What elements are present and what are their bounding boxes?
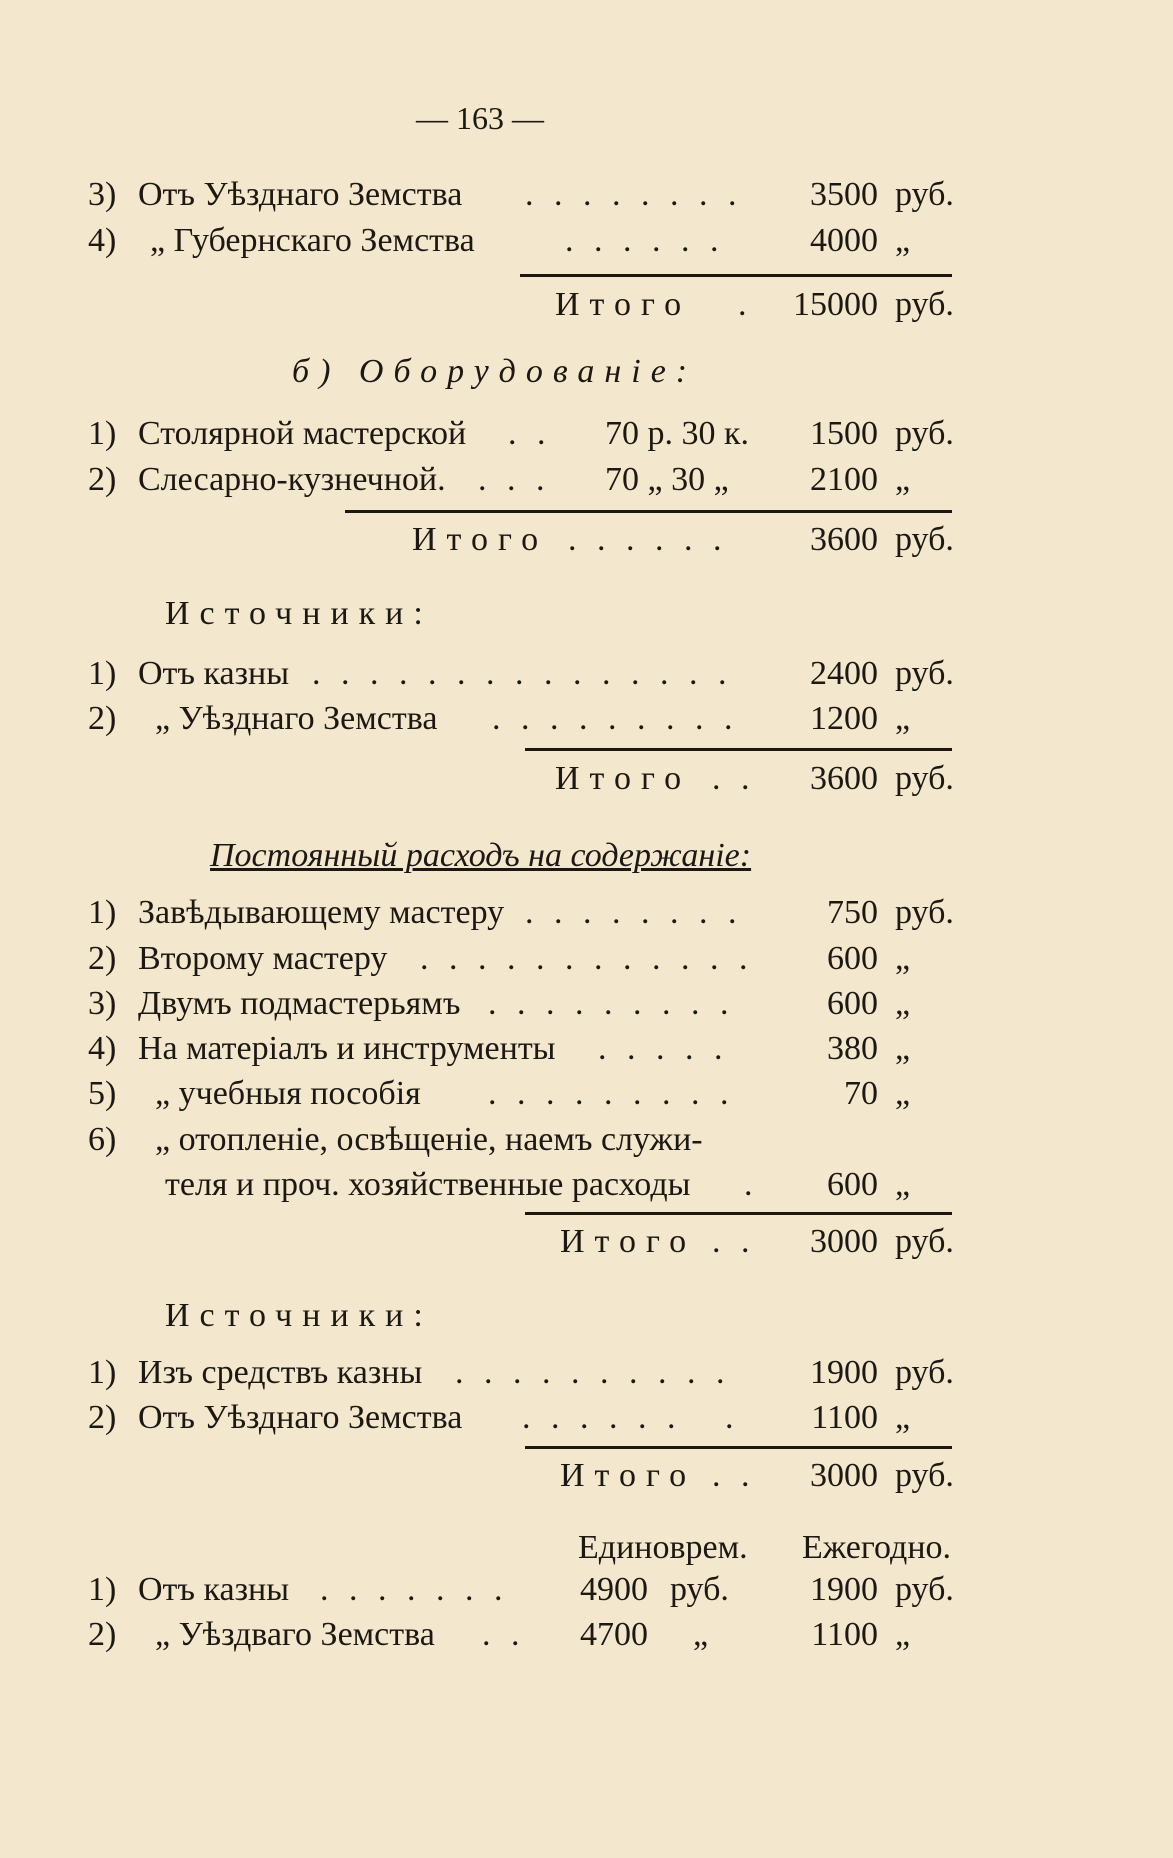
item-amount: 2100 [810,461,878,498]
item-number: 5) [88,1075,117,1112]
item-label: Отъ казны [138,655,290,692]
list-item [0,652,1173,696]
amount-annual: 1100 [811,1616,878,1653]
total-label: Итого [555,760,692,797]
list-item [0,937,1173,981]
item-unit: руб. [895,176,954,213]
table-header [0,1526,1173,1570]
section-heading: Постоянный расходъ на содержаніе: [210,837,752,874]
list-item [0,219,1173,263]
amount-one-time: 4900 [580,1571,648,1608]
item-label: Завѣдывающему мастеру [138,894,505,931]
item-unit: руб. [895,415,954,452]
item-amount: 1100 [811,1399,878,1436]
item-amount: 600 [827,1166,878,1203]
section-heading: Источники: [165,1297,433,1334]
list-item [0,173,1173,217]
leader-dots: . . . . . . . . . . . . . . . [312,655,733,692]
unit-annual: „ [895,1616,911,1653]
item-amount: 1200 [810,700,878,737]
table-row [0,1568,1173,1612]
item-label: теля и проч. хозяйственные расходы [165,1166,691,1203]
item-amount: 1500 [810,415,878,452]
amount-one-time: 4700 [580,1616,648,1653]
item-label: Двумъ подмастерьямъ [138,985,461,1022]
item-unit: руб. [895,894,954,931]
column-header-annual: Ежегодно. [802,1529,952,1566]
item-number: 2) [88,1399,117,1436]
item-unit: „ [895,1166,911,1203]
leader-dots: . [738,286,747,323]
total-row [0,1220,1173,1264]
item-rate: 70 „ 30 „ [605,461,729,498]
item-label: „ отопленіе, освѣщеніе, наемъ служи- [155,1121,703,1158]
leader-dots: . . [508,415,552,452]
unit-annual: руб. [895,1571,954,1608]
section-heading: Источники: [165,595,433,632]
table-row [0,1613,1173,1657]
item-amount: 2400 [810,655,878,692]
leader-dots: . . . . . . . . . [488,985,735,1022]
total-unit: руб. [895,1223,954,1260]
item-unit: „ [895,1075,911,1112]
item-amount: 380 [827,1030,878,1067]
total-label: Итого [412,521,549,558]
item-number: 2) [88,461,117,498]
list-item-continuation [0,1163,1173,1207]
list-item [0,1118,1173,1162]
total-row [0,283,1173,327]
total-label: Итого [560,1223,697,1260]
item-number: 4) [88,1030,117,1067]
item-amount: 1900 [810,1354,878,1391]
unit-one-time: „ [693,1616,709,1653]
total-rule [525,748,952,751]
item-label: Отъ казны [138,1571,290,1608]
leader-dots: . [744,1166,753,1203]
leader-dots: . . [712,760,756,797]
item-label: „ Уѣзднаго Земства [155,700,438,737]
item-unit: „ [895,222,911,259]
item-number: 2) [88,700,117,737]
list-item [0,412,1173,456]
item-amount: 600 [827,940,878,977]
list-item [0,1351,1173,1395]
item-unit: „ [895,1399,911,1436]
leader-dots: . . [712,1223,756,1260]
leader-dots: . . . . . . . [320,1571,509,1608]
leader-dots: . . . . . . [568,521,728,558]
total-rule [345,510,952,513]
leader-dots: . . . . . . . . . . [455,1354,731,1391]
total-label: Итого [555,286,692,323]
item-label: Отъ Уѣзднаго Земства [138,176,463,213]
leader-dots: . . . [478,461,551,498]
total-amount: 3600 [810,760,878,797]
item-unit: руб. [895,1354,954,1391]
total-amount: 3000 [810,1223,878,1260]
list-item [0,697,1173,741]
item-number: 1) [88,1354,117,1391]
item-number: 6) [88,1121,117,1158]
leader-dots: . . . . . . . . . . . . [420,940,754,977]
total-amount: 3000 [810,1457,878,1494]
leader-dots: . . . . . . . . . [488,1075,735,1112]
list-item [0,458,1173,502]
total-row [0,757,1173,801]
item-number: 1) [88,1571,117,1608]
list-item [0,1027,1173,1071]
total-amount: 3600 [810,521,878,558]
item-unit: „ [895,461,911,498]
item-number: 1) [88,894,117,931]
total-unit: руб. [895,760,954,797]
list-item [0,982,1173,1026]
total-rule [525,1446,952,1449]
leader-dots: . . . . . . . . . [492,700,739,737]
list-item [0,891,1173,935]
list-item [0,1072,1173,1116]
total-amount: 15000 [793,286,878,323]
leader-dots: . . . . . . . [522,1399,740,1436]
item-label: Слесарно-кузнечной. [138,461,446,498]
total-label: Итого [560,1457,697,1494]
unit-one-time: руб. [670,1571,729,1608]
leader-dots: . . . . . . [565,222,725,259]
item-number: 3) [88,176,117,213]
item-unit: „ [895,700,911,737]
item-label: Изъ средствъ казны [138,1354,423,1391]
item-number: 2) [88,1616,117,1653]
item-unit: „ [895,1030,911,1067]
item-unit: „ [895,940,911,977]
leader-dots: . . [712,1457,756,1494]
total-unit: руб. [895,521,954,558]
item-label: „ Губернскаго Земства [150,222,475,259]
item-number: 1) [88,415,117,452]
list-item [0,1396,1173,1440]
item-label: „ учебныя пособія [155,1075,421,1112]
item-number: 3) [88,985,117,1022]
total-rule [520,274,952,277]
item-amount: 750 [827,894,878,931]
item-label: Второму мастеру [138,940,388,977]
column-header-one-time: Единоврем. [578,1529,748,1566]
leader-dots: . . . . . . . . [525,176,743,213]
total-row [0,518,1173,562]
total-unit: руб. [895,286,954,323]
item-unit: руб. [895,655,954,692]
total-unit: руб. [895,1457,954,1494]
leader-dots: . . . . . [598,1030,729,1067]
item-amount: 3500 [810,176,878,213]
leader-dots: . . [482,1616,526,1653]
section-heading: б) Оборудованіе: [292,353,698,390]
item-amount: 70 [844,1075,878,1112]
total-rule [525,1212,952,1215]
item-number: 2) [88,940,117,977]
item-amount: 600 [827,985,878,1022]
item-amount: 4000 [810,222,878,259]
item-number: 4) [88,222,117,259]
page-number: — 163 — [416,100,544,136]
item-rate: 70 р. 30 к. [605,415,750,452]
total-row [0,1454,1173,1498]
item-number: 1) [88,655,117,692]
item-label: Отъ Уѣзднаго Земства [138,1399,463,1436]
item-label: „ Уѣздваго Земства [155,1616,435,1653]
item-unit: „ [895,985,911,1022]
item-label: Столярной мастерской [138,415,467,452]
amount-annual: 1900 [810,1571,878,1608]
item-label: На матеріалъ и инструменты [138,1030,556,1067]
leader-dots: . . . . . . . . [525,894,743,931]
